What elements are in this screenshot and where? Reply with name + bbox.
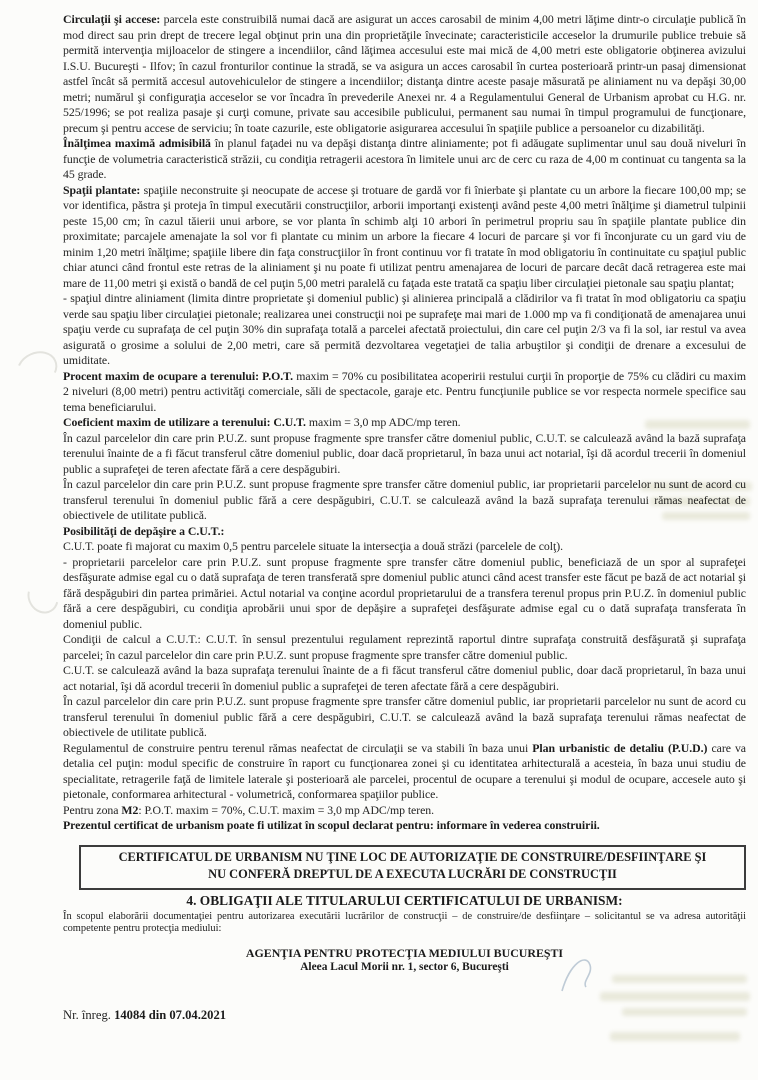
registration-label: Nr. înreg. — [63, 1007, 111, 1022]
text-segment: - proprietarii parcelelor care prin P.U.Z. sunt propuse fragmente spre transfer către domeniul public, beneficiază de un spor al suprafeţei desfăşurate admise egal cu o dată suprafaţa de teren transferată spre domeniul public atunci când acest transfer este făcut pe bază de act notarial şi fără despăgubiri din partea primăriei. Actul notarial va conţine acordul proprietarului de a transfera terenul propus prin P.U.Z. în domeniul public fără a cere despăgubiri, cu condiţia aprobării unui spor de depăşire a suprafeţei desfăşurate admise egal cu o dată suprafaţa transferata în domeniul public. — [63, 554, 746, 631]
agency-name: AGENŢIA PENTRU PROTECŢIA MEDIULUI BUCUREŞTI — [245, 945, 564, 960]
text-segment: Circulaţii şi accese: — [63, 12, 161, 26]
spatii-plantate — [63, 183, 746, 292]
regulament-construire-pud — [63, 741, 746, 803]
bleedthrough-artifact — [610, 1032, 740, 1041]
text-segment: În cazul parcelelor din care prin P.U.Z. sunt propuse fragmente spre transfer către domeniul public, iar proprietarii parcelelor nu sunt de acord cu transferul terenului în domeniul public fără a cere despăgubiri, C.U.T. se calculează având la bază suprafaţa terenului rămas neafectat de obiectivele de utilitate publică. — [63, 477, 746, 522]
text-segment: spaţiile neconstruite şi neocupate de accese şi trotuare de gardă vor fi înierbate şi plantate cu un arbore la fiecare 100,00 mp; se vor identifica, păstra şi proteja în timpul executării construcţiilor, arborii importanţi existenţi având peste 4,00 metri înălţime şi diametrul tulpinii peste 15,00 cm; în cazul tăierii unui arbore, se vor planta în schimb alţi 10 arbori în perimetrul propriu sau în spaţiile plantate publice din proximitate; parcajele amenajate la sol vor fi plantate cu minim un arbore la fiecare 4 locuri de parcare şi vor fi înconjurate cu un gard viu de minim 1,20 metri înălţime; spaţiile libere din faţa construcţiilor în front continuu vor fi tratate în mod obligatoriu în continuitate cu spaţiul public chiar atunci când frontul este retras de la aliniament şi nu poate fi utilizat pentru amenajarea de locuri de parcare decât dacă retragerea este mai mare de 11,00 metri şi există o bandă de cel puţin 5,00 metri paralelă cu faţada este tratată ca spaţiu liber circulaţiei pietonale sau spaţiu plantat; — [63, 182, 746, 290]
registration-value: 14084 din 07.04.2021 — [114, 1007, 227, 1022]
text-segment: parcela este construibilă numai dacă are asigurat un acces carosabil de minim 4,00 metri lăţime dintr-o circulaţie publică în mod direct sau prin drept de trecere legal obţinut prin una din proprietăţile învecinate; caracteristicile acceselor la drumurile publice trebuie să permită intervenţia mijloacelor de stingere a incendiilor, când lăţimea accesului este mai mică de 4,00 metri este obligatorie obţinerea avizului I.S.U. Bucureşti - Ilfov; în cazul fronturilor continue la stradă, se va asigura un acces carosabil în curtea posterioară printr-un pasaj dimensionat astfel încât să permită accesul autovehiculelor de stingere a incendiilor; distanţa dintre aceste pasaje măsurată pe aliniament nu va depăşi 30,00 metri; numărul şi configuraţia acceselor se vor încadra în prevederile Anexei nr. 4 a Regulamentului General de Urbanism aprobat cu H.G. nr. 525/1996; se pot realiza pasaje şi curţi comune, private sau accesibile publicului, permanent sau numai în timpul programului de funcţionare, precum şi pentru accese de serviciu; în toate cazurile, este obligatorie asigurarea accesului în spaţiile publice a persoanelor cu dizabilităţi. — [63, 12, 746, 135]
text-segment: Prezentul certificat de urbanism poate fi utilizat în scopul declarat pentru: informare în vederea construirii. — [63, 818, 600, 832]
coeficient-maxim-utilizare-cut — [63, 415, 746, 431]
text-segment: C.U.T. se calculează având la baza suprafaţa terenului înainte de a fi făcut transferul către domeniul public, doar dacă proprietarul, în baza unui act notarial, îşi dă acordul trecerii în domeniul public a suprafeţei de teren afectate fără a cere despăgubiri. — [63, 663, 746, 693]
notice-box — [79, 845, 746, 890]
conditii-calcul-cut — [63, 632, 746, 663]
text-segment: maxim = 3,0 mp ADC/mp teren. — [305, 415, 461, 429]
text-segment: Spaţii plantate: — [63, 182, 141, 197]
text-segment: Pentru zona — [63, 802, 122, 817]
text-segment: : P.O.T. maxim = 70%, C.U.T. maxim = 3,0 mp ADC/mp teren. — [138, 802, 435, 817]
notice-box-line2: NU CONFERĂ DREPTUL DE A EXECUTA LUCRĂRI DE CONSTRUCŢII — [208, 867, 617, 881]
text-segment: C.U.T. poate fi majorat cu maxim 0,5 pentru parcelele situate la intersecţia a două străzi (parcelele de colţ). — [63, 539, 563, 553]
proprietari-spor-suprafata — [63, 555, 746, 633]
text-segment: Plan urbanistic de detaliu (P.U.D.) — [532, 740, 708, 755]
document-content — [63, 12, 746, 1023]
text-segment: Coeficient maxim de utilizare a terenului: C.U.T. — [63, 415, 306, 429]
text-segment: Condiţii de calcul a C.U.T.: C.U.T. în sensul prezentului regulament reprezintă raportul dintre suprafaţa construită desfăşurată şi suprafaţa parcelei; în cazul parcelelor din care prin P.U.Z. sunt propuse fragmente spre transfer către domeniul public. — [63, 632, 746, 662]
procent-maxim-ocupare-pot — [63, 369, 746, 416]
document-body — [63, 12, 746, 834]
agency-address: Aleea Lacul Morii nr. 1, sector 6, Bucureşti — [300, 960, 509, 973]
registration-line — [63, 1007, 746, 1023]
emboss-mark-artifact — [22, 575, 65, 619]
cut-majorare-parcele-colt — [63, 539, 746, 555]
cut-calcul-transfer-dezacord — [63, 477, 746, 524]
notice-box-line1: CERTIFICATUL DE URBANISM NU ŢINE LOC DE AUTORIZAŢIE DE CONSTRUIRE/DESFIINŢARE ŞI — [118, 849, 707, 864]
scop-declarat — [63, 818, 746, 834]
section4-title: 4. OBLIGAŢII ALE TITULARULUI CERTIFICATULUI DE URBANISM: — [186, 892, 623, 908]
emboss-mark-artifact — [11, 345, 63, 394]
spatiul-dintre-aliniament — [63, 291, 746, 369]
posibilitati-depasire-cut-titlu — [63, 524, 746, 540]
text-segment: în planul faţadei nu va depăşi distanţa dintre aliniamente; pot fi adăugate suplimentar unul sau două niveluri în funcţie de volumetria caracteristică străzii, cu condiţia retragerii acestora în limitele unui arc de cerc cu raza de 4,00 m continuat cu tangenta sa la 45 grade. — [63, 136, 746, 181]
circulatii-si-accese — [63, 12, 746, 136]
pentru-zona-m2 — [63, 803, 746, 819]
text-segment: care va detalia cel puţin: modul specific de construire în raport cu funcţionarea zonei şi cu identitatea arhitecturală a acesteia, în baza unui studiu de specialitate, retragerile faţă de limitele laterale şi posterioară ale parcelei, procentul de ocupare a terenului şi modul de ocupare, accesele auto şi pietonale, conformarea arhitectural - volumetrică, conformarea spaţiilor publice. — [63, 740, 746, 801]
text-segment: maxim = 70% cu posibilitatea acoperirii restului curţii în proporţie de 75% cu clădiri cu maxim 2 niveluri (8,00 metri) pentru activităţi comerciale, săli de spectacole, garaje etc. Pentru funcţiunile publice se vor respecta normele specifice sau tema beneficiarului. — [63, 368, 746, 414]
cut-calcul-inainte-transfer — [63, 663, 746, 694]
text-segment: În cazul parcelelor din care prin P.U.Z. sunt propuse fragmente spre transfer către domeniul public, iar proprietarii parcelelor nu sunt de acord cu transferul terenului în domeniul public fără a cere despăgubiri, C.U.T. se calculează având la bază suprafaţa terenului rămas neafectat de obiectivele de utilitate publică. — [63, 694, 746, 739]
text-segment: Procent maxim de ocupare a terenului: P.O.T. — [63, 368, 294, 383]
text-segment: Regulamentul de construire pentru terenul rămas neafectat de circulaţii se va stabili în baza unui — [63, 740, 533, 755]
text-segment: M2 — [121, 802, 139, 817]
text-segment: - spaţiul dintre aliniament (limita dintre proprietate şi domeniul public) şi alinierea principală a clădirilor va fi tratat în mod obligatoriu ca spaţiu verde sau spaţiu liber circulaţiei pietonale; realizarea unei construcţii noi pe suprafeţe mai mari de 1.000 mp va fi condiţionată de amenajarea unui spaţiu verde cu suprafaţa de cel puţin 30% din suprafaţa totală a parcelei afectată proiectului, din care cel puţin 2/3 va fi la sol, iar restul va avea asigurată o grosime a solului de 2,00 metri, care să permită dezvoltarea vegetaţiei de talia arbuştilor şi condiţii de drenare a excesului de umiditate. — [63, 291, 746, 367]
text-segment: În cazul parcelelor din care prin P.U.Z. sunt propuse fragmente spre transfer către domeniul public, C.U.T. se calculează având la bază suprafaţa terenului înainte de a fi făcut transferul către domeniul public, doar dacă proprietarul, în baza unui act notarial, îşi dă acordul trecerii în domeniul public a suprafeţei de teren afectate fără a cere despăgubiri. — [63, 430, 746, 476]
section4-intro: În scopul elaborării documentaţiei pentru autorizarea executării lucrărilor de construcţii – de construire/de desfiinţare – solicitantul se va adresa autorităţii competente pentru protecţia mediului: — [63, 910, 746, 934]
text-segment: Posibilităţi de depăşire a C.U.T.: — [63, 523, 225, 538]
inaltimea-maxima-admisibila — [63, 136, 746, 183]
cut-calcul-transfer-acord — [63, 431, 746, 478]
cut-calcul-teren-ramas — [63, 694, 746, 741]
text-segment: Înălţimea maximă admisibilă — [63, 136, 211, 150]
